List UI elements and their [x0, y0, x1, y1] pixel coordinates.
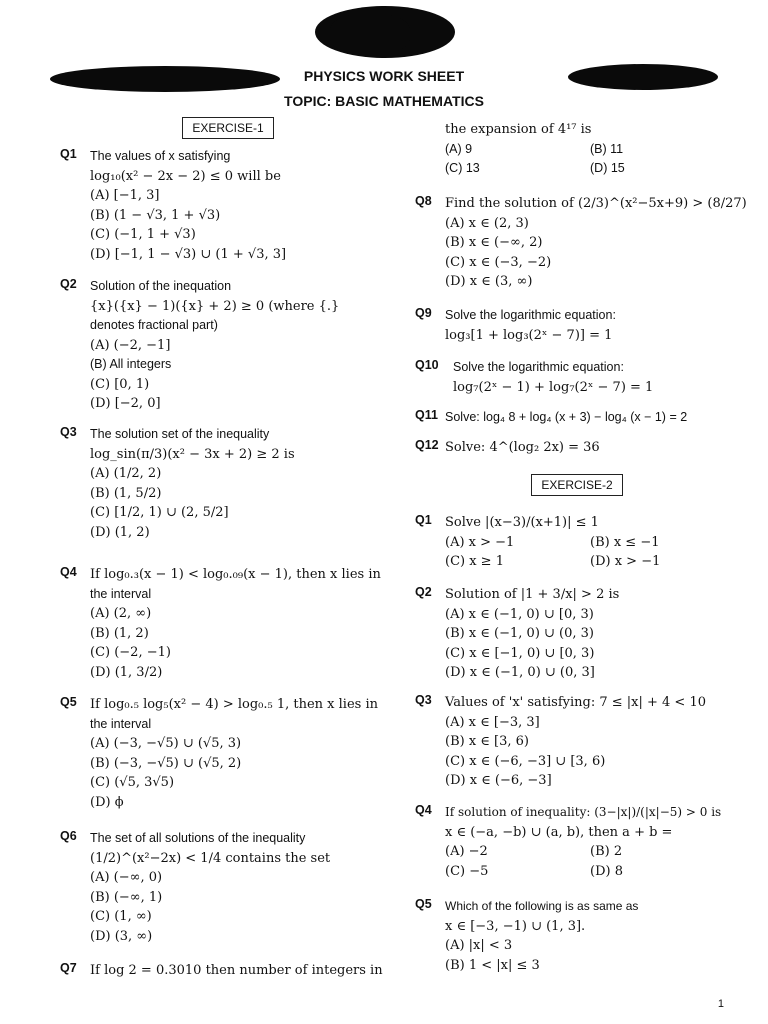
option: (D) x > −1 — [590, 554, 661, 569]
option: (C) 13 — [445, 161, 480, 175]
option: (C) (−2, −1) — [90, 645, 171, 660]
question-text: Solution of the inequation — [90, 279, 232, 293]
worksheet-topic: TOPIC: BASIC MATHEMATICS — [284, 93, 484, 109]
question-text: The solution set of the inequality — [90, 427, 270, 441]
redaction-top-2 — [330, 14, 410, 54]
question-text: x ∈ (−a, −b) ∪ (a, b), then a + b = — [445, 824, 673, 840]
option: (B) x ∈ (−∞, 2) — [445, 235, 543, 250]
question-text: log₃[1 + log₃(2ˣ − 7)] = 1 — [445, 327, 613, 343]
question-text: Find the solution of (2/3)^(x²−5x+9) > (8/27) — [445, 196, 747, 211]
option: (C) (−1, 1 + √3) — [90, 227, 196, 242]
question-text: Solve: 4^(log₂ 2x) = 36 — [445, 440, 600, 455]
option: (B) x ≤ −1 — [590, 534, 660, 550]
question-text: log₇(2ˣ − 1) + log₇(2ˣ − 7) = 1 — [453, 379, 654, 395]
question-text: The set of all solutions of the inequality — [90, 831, 306, 845]
option: (D) x ∈ (−6, −3] — [445, 773, 552, 788]
option: (A) 9 — [445, 141, 473, 156]
option: (D) 15 — [590, 161, 625, 175]
option: (C) [0, 1) — [90, 376, 150, 392]
option: (C) (1, ∞) — [90, 909, 152, 924]
option: (B) All integers — [90, 357, 172, 371]
question-number: Q4 — [60, 565, 77, 579]
question-text: log₁₀(x² − 2x − 2) ≤ 0 will be — [90, 168, 281, 184]
option: (A) (1/2, 2) — [90, 466, 162, 481]
question-text: {x}({x} − 1)({x} + 2) ≥ 0 (where {.} — [90, 298, 340, 314]
question-number: Q2 — [415, 585, 432, 599]
question-text: Solve: log₄ 8 + log₄ (x + 3) − log₄ (x − 1) = 2 — [445, 410, 688, 424]
question-number: Q6 — [60, 829, 77, 843]
question-text: the expansion of 4¹⁷ is — [445, 122, 592, 137]
option: (A) x ∈ (−1, 0) ∪ [0, 3) — [445, 606, 594, 622]
question-text: denotes fractional part) — [90, 318, 218, 332]
question-text: If log₀.₅ log₅(x² − 4) > log₀.₅ 1, then x lies in — [90, 697, 378, 712]
option: (A) (−∞, 0) — [90, 870, 163, 885]
option: (D) [−1, 1 − √3) ∪ (1 + √3, 3] — [90, 246, 287, 262]
option: (A) −2 — [445, 844, 488, 859]
option: (B) x ∈ (−1, 0) ∪ (0, 3) — [445, 626, 594, 641]
option: (B) 2 — [590, 844, 623, 859]
question-text: If solution of inequality: (3−|x|)/(|x|−5) > 0 is — [445, 805, 722, 819]
question-number: Q1 — [415, 513, 432, 527]
option: (D) [−2, 0] — [90, 396, 161, 411]
option: (B) 11 — [590, 141, 624, 156]
question-number: Q11 — [415, 408, 438, 422]
option: (D) x ∈ (−1, 0) ∪ (0, 3] — [445, 665, 595, 680]
question-number: Q10 — [415, 358, 439, 372]
worksheet-title: PHYSICS WORK SHEET — [303, 68, 465, 84]
option: (C) x ∈ (−6, −3] ∪ [3, 6) — [445, 753, 606, 769]
option: (B) (1, 5/2) — [90, 485, 162, 501]
option: (C) x ∈ (−3, −2) — [445, 254, 552, 270]
option: (B) 1 < |x| ≤ 3 — [445, 957, 540, 973]
question-text: Solve the logarithmic equation: — [445, 308, 616, 322]
question-text: If log₀.₃(x − 1) < log₀.₀₉(x − 1), then x lies in — [90, 567, 381, 582]
question-number: Q1 — [60, 147, 77, 161]
question-number: Q3 — [415, 693, 432, 707]
option: (C) x ≥ 1 — [445, 554, 504, 569]
question-text: Solution of |1 + 3/x| > 2 is — [445, 587, 620, 602]
option: (D) ϕ — [90, 794, 124, 810]
question-number: Q2 — [60, 277, 77, 291]
option: (A) x ∈ [−3, 3] — [445, 714, 540, 730]
option: (A) [−1, 3] — [90, 188, 160, 203]
option: (A) (−2, −1] — [90, 337, 171, 353]
question-number: Q5 — [415, 897, 432, 911]
question-number: Q8 — [415, 194, 432, 208]
question-text: If log 2 = 0.3010 then number of integers in — [90, 963, 383, 978]
question-number: Q4 — [415, 803, 432, 817]
question-text: the interval — [90, 586, 152, 601]
option: (B) (1, 2) — [90, 625, 149, 641]
option: (D) (1, 2) — [90, 524, 150, 540]
question-text: (1/2)^(x²−2x) < 1/4 contains the set — [90, 850, 331, 866]
option: (B) (−3, −√5) ∪ (√5, 2) — [90, 755, 242, 771]
option: (A) x > −1 — [445, 534, 515, 550]
question-text: Which of the following is as same as — [445, 899, 639, 913]
question-text: Solve the logarithmic equation: — [453, 360, 624, 374]
question-text: Values of 'x' satisfying: 7 ≤ |x| + 4 < 10 — [445, 695, 706, 710]
option: (D) (3, ∞) — [90, 928, 153, 944]
exercise-2-label: EXERCISE-2 — [531, 474, 623, 496]
question-text: the interval — [90, 716, 152, 731]
option: (B) x ∈ [3, 6) — [445, 734, 529, 749]
question-number: Q9 — [415, 306, 432, 320]
option: (B) (1 − √3, 1 + √3) — [90, 207, 221, 223]
page-number: 1 — [717, 998, 724, 1010]
question-text: The values of x satisfying — [90, 149, 231, 163]
option: (B) (−∞, 1) — [90, 889, 163, 905]
option: (D) 8 — [590, 863, 623, 879]
question-number: Q12 — [415, 438, 439, 452]
option: (C) x ∈ [−1, 0) ∪ [0, 3) — [445, 645, 595, 661]
exercise-1-label: EXERCISE-1 — [182, 117, 274, 139]
question-text: Solve |(x−3)/(x+1)| ≤ 1 — [445, 515, 599, 530]
question-number: Q3 — [60, 425, 77, 439]
option: (A) x ∈ (2, 3) — [445, 215, 529, 231]
question-text: log_sin(π/3)(x² − 3x + 2) ≥ 2 is — [90, 446, 295, 462]
question-number: Q7 — [60, 961, 77, 975]
option: (C) [1/2, 1) ∪ (2, 5/2] — [90, 505, 229, 520]
option: (A) (2, ∞) — [90, 606, 152, 621]
option: (C) −5 — [445, 863, 489, 879]
question-text: x ∈ [−3, −1) ∪ (1, 3]. — [445, 918, 586, 934]
question-q7-continued — [445, 120, 690, 179]
option: (C) (√5, 3√5) — [90, 775, 175, 790]
question-number: Q5 — [60, 695, 77, 709]
option: (A) |x| < 3 — [445, 938, 513, 953]
option: (D) x ∈ (3, ∞) — [445, 274, 533, 289]
option: (D) (1, 3/2) — [90, 664, 163, 680]
option: (A) (−3, −√5) ∪ (√5, 3) — [90, 736, 242, 751]
